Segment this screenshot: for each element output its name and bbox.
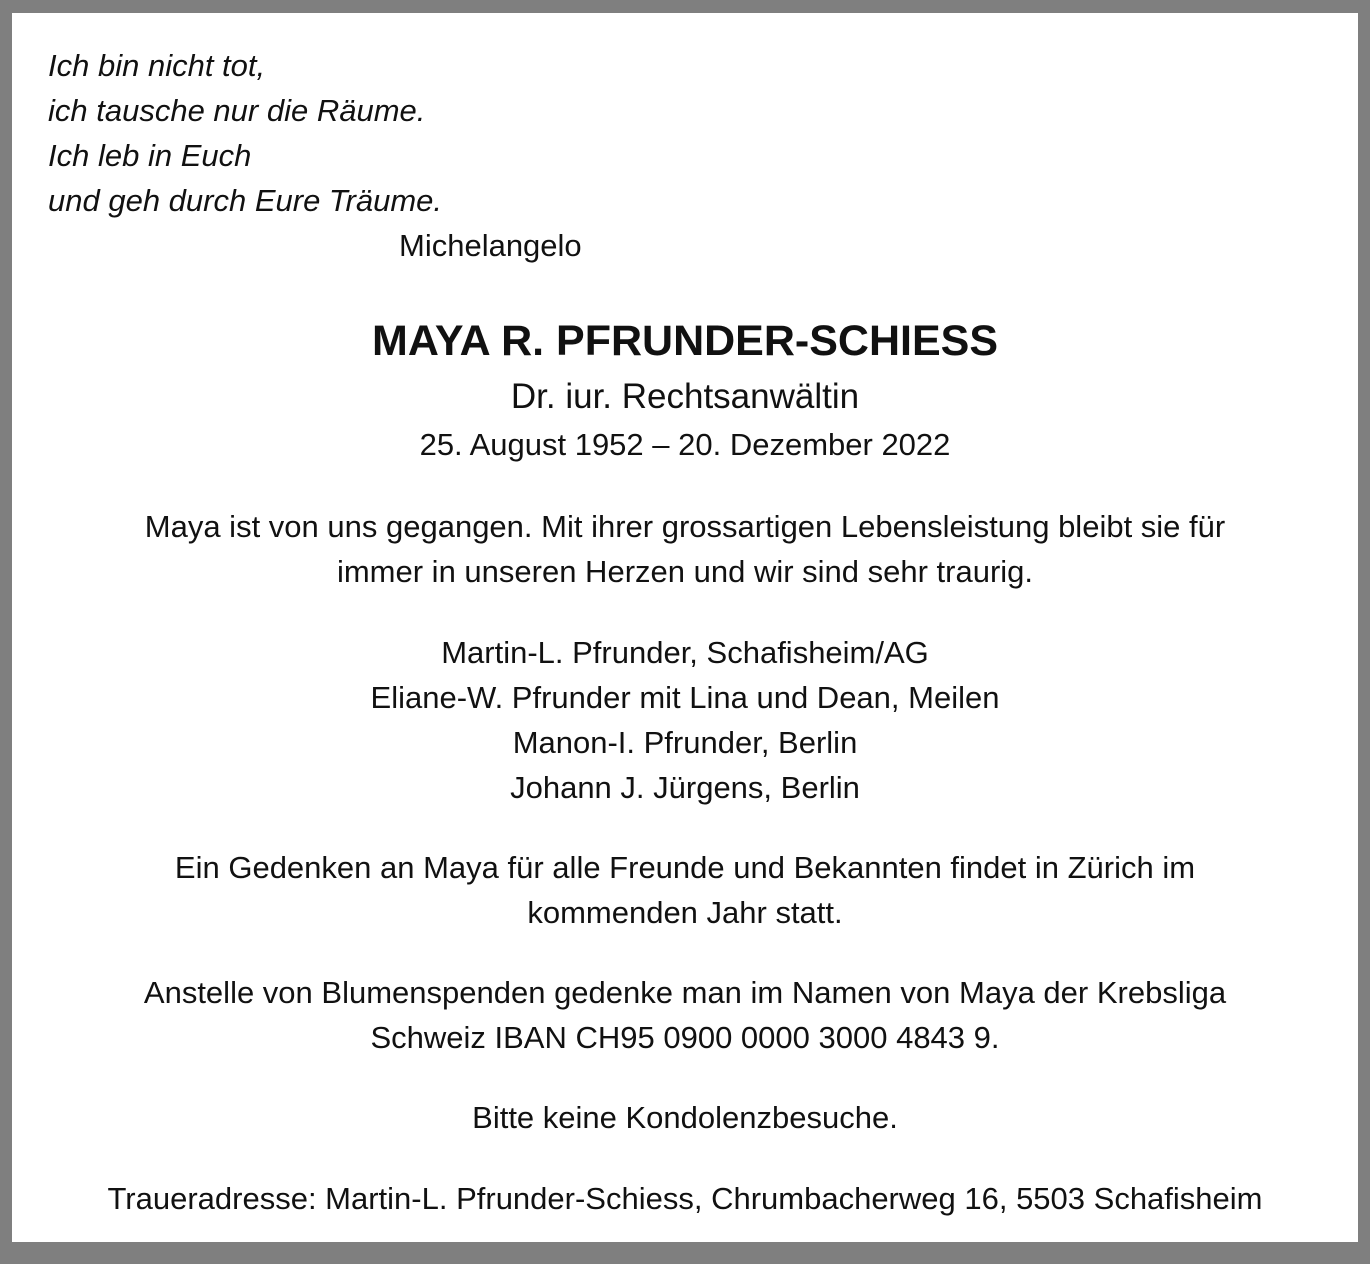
poem-line: Ich bin nicht tot, [48, 48, 266, 83]
mourners-list [12, 630, 1358, 810]
donation-notice [12, 970, 1358, 1060]
deceased-name: MAYA R. PFRUNDER-SCHIESS [372, 317, 998, 365]
mourning-address [12, 1176, 1358, 1221]
poem [48, 43, 442, 223]
donation-line: Schweiz IBAN CH95 0900 0000 3000 4843 9. [370, 1020, 1000, 1055]
no-visits-notice [12, 1095, 1358, 1140]
farewell-message [12, 504, 1358, 594]
life-dates: 25. August 1952 – 20. Dezember 2022 [419, 427, 951, 462]
memorial-notice [12, 845, 1358, 935]
obituary-card [12, 13, 1358, 1242]
no-visits-line: Bitte keine Kondolenzbesuche. [472, 1100, 898, 1135]
poem-line: ich tausche nur die Räume. [48, 93, 426, 128]
mourner: Martin-L. Pfrunder, Schafisheim/AG [441, 635, 929, 670]
address-line: Traueradresse: Martin-L. Pfrunder-Schiess, Chrumbacherweg 16, 5503 Schafisheim [107, 1181, 1263, 1216]
mourner: Eliane-W. Pfrunder mit Lina und Dean, Meilen [370, 680, 1000, 715]
message-line: immer in unseren Herzen und wir sind sehr traurig. [336, 554, 1034, 589]
poem-author: Michelangelo [399, 228, 582, 263]
memorial-line: Ein Gedenken an Maya für alle Freunde und Bekannten findet in Zürich im [174, 850, 1196, 885]
deceased-title: Dr. iur. Rechtsanwältin [510, 377, 860, 416]
memorial-line: kommenden Jahr statt. [527, 895, 843, 930]
poem-line: Ich leb in Euch [48, 138, 252, 173]
poem-line: und geh durch Eure Träume. [48, 183, 443, 218]
mourner: Johann J. Jürgens, Berlin [510, 770, 860, 805]
message-line: Maya ist von uns gegangen. Mit ihrer grossartigen Lebensleistung bleibt sie für [144, 509, 1226, 544]
donation-line: Anstelle von Blumenspenden gedenke man im Namen von Maya der Krebsliga [143, 975, 1227, 1010]
mourner: Manon-I. Pfrunder, Berlin [512, 725, 858, 760]
